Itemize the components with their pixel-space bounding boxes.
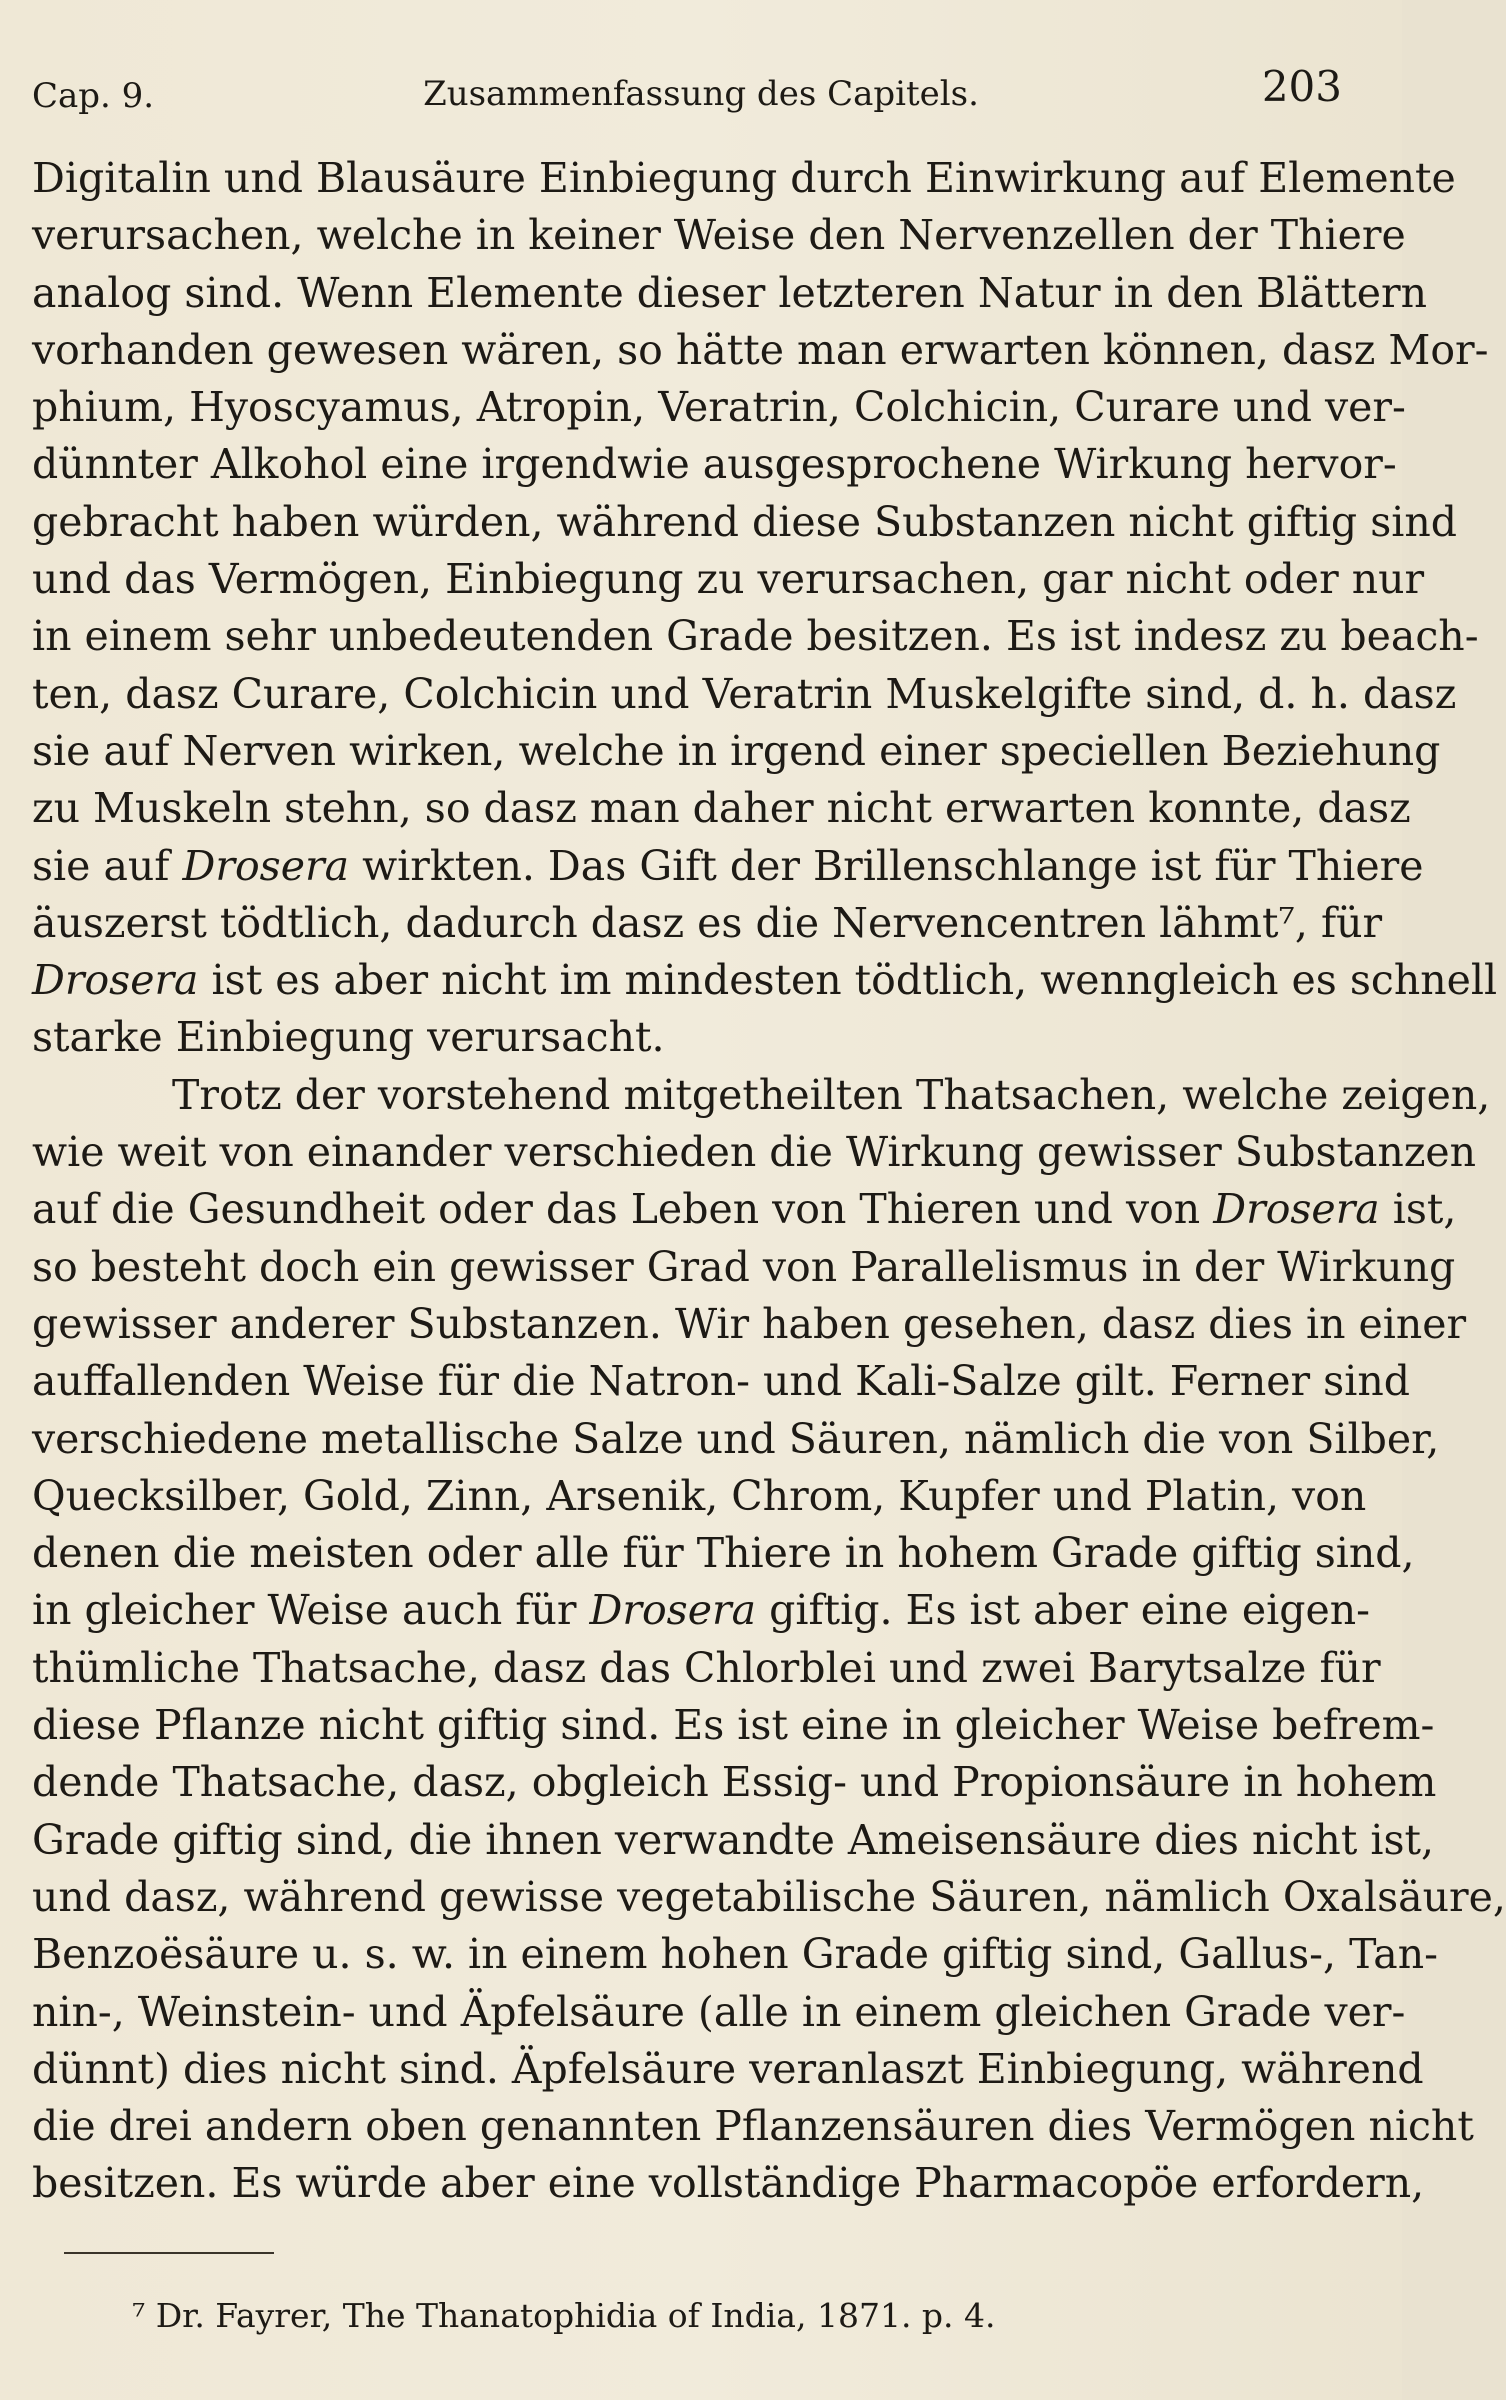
footnote: ⁷ Dr. Fayrer, The Thanatophidia of India, 1871. p. 4. xyxy=(132,2296,996,2335)
genus-name: Drosera xyxy=(1213,1185,1380,1234)
text-line: denen die meisten oder alle für Thiere in hohem Grade giftig sind, xyxy=(32,1529,1415,1578)
genus-name: Drosera xyxy=(589,1586,757,1635)
text-line: dende Thatsache, dasz, obgleich Essig- und Propionsäure in hohem xyxy=(32,1758,1437,1807)
paragraph-end-line: starke Einbiegung verursacht. xyxy=(32,1013,665,1062)
text-line: gebracht haben würden, während diese Substanzen nicht giftig sind xyxy=(32,497,1458,546)
chapter-label: Cap. 9. xyxy=(32,76,155,116)
text-line: in einem sehr unbedeutenden Grade besitzen. Es ist indesz zu beach- xyxy=(32,612,1479,661)
running-title: Zusammenfassung des Capitels. xyxy=(423,74,979,114)
text-line: auffallenden Weise für die Natron- und Kali-Salze gilt. Ferner sind xyxy=(32,1357,1410,1406)
text-line: die drei andern oben genannten Pflanzensäuren dies Vermögen nicht xyxy=(32,2102,1474,2151)
text-line: gewisser anderer Substanzen. Wir haben gesehen, dasz dies in einer xyxy=(32,1299,1467,1348)
genus-name: Drosera xyxy=(182,841,350,890)
text-line: Quecksilber, Gold, Zinn, Arsenik, Chrom, Kupfer und Platin, von xyxy=(32,1471,1367,1520)
text-line: Benzoësäure u. s. w. in einem hohen Grade giftig sind, Gallus-, Tan- xyxy=(32,1930,1438,1979)
footnote-rule xyxy=(64,2252,274,2254)
text-line: so besteht doch ein gewisser Grad von Parallelismus in der Wirkung xyxy=(32,1242,1456,1291)
text-line: besitzen. Es würde aber eine vollständige Pharmacopöe erfordern, xyxy=(32,2159,1425,2208)
text-line: wie weit von einander verschieden die Wirkung gewisser Substanzen xyxy=(32,1128,1477,1177)
text-line: verschiedene metallische Salze und Säuren, nämlich die von Silber, xyxy=(32,1414,1440,1463)
page-number: 203 xyxy=(1261,62,1342,111)
body-text xyxy=(32,150,1506,2213)
text-line: dünnter Alkohol eine irgendwie ausgesprochene Wirkung hervor- xyxy=(32,440,1397,489)
text-line: in gleicher Weise auch für Drosera giftig. Es ist aber eine eigen- xyxy=(32,1586,1370,1635)
text-line: sie auf Nerven wirken, welche in irgend einer speciellen Beziehung xyxy=(32,726,1441,775)
text-line: auf die Gesundheit oder das Leben von Thieren und von Drosera ist, xyxy=(32,1185,1457,1234)
text-line: zu Muskeln stehn, so dasz man daher nicht erwarten konnte, dasz xyxy=(32,784,1411,833)
text-line: Digitalin und Blausäure Einbiegung durch Einwirkung auf Elemente xyxy=(32,154,1456,202)
text-line: Drosera ist es aber nicht im mindesten tödtlich, wenngleich es schnell xyxy=(32,956,1498,1005)
text-line: sie auf Drosera wirkten. Das Gift der Brillenschlange ist für Thiere xyxy=(32,841,1424,890)
text-line: phium, Hyoscyamus, Atropin, Veratrin, Colchicin, Curare und ver- xyxy=(32,383,1406,432)
text-line: Grade giftig sind, die ihnen verwandte Ameisensäure dies nicht ist, xyxy=(32,1815,1434,1864)
paragraph-start-line: Trotz der vorstehend mitgetheilten Thatsachen, welche zeigen, xyxy=(172,1070,1491,1119)
page-header xyxy=(0,62,1402,122)
text-line: nin-, Weinstein- und Äpfelsäure (alle in einem gleichen Grade ver- xyxy=(32,1987,1406,2036)
text-line: äuszerst tödtlich, dadurch dasz es die Nervencentren lähmt⁷, für xyxy=(32,898,1383,947)
text-line: verursachen, welche in keiner Weise den Nervenzellen der Thiere xyxy=(32,211,1406,260)
text-line: analog sind. Wenn Elemente dieser letzteren Natur in den Blättern xyxy=(32,268,1428,317)
text-line: ten, dasz Curare, Colchicin und Veratrin Muskelgifte sind, d. h. dasz xyxy=(32,669,1457,718)
text-line: dünnt) dies nicht sind. Äpfelsäure veranlaszt Einbiegung, während xyxy=(32,2044,1424,2093)
text-line: und dasz, während gewisse vegetabilische Säuren, nämlich Oxalsäure, xyxy=(32,1872,1506,1921)
text-line: vorhanden gewesen wären, so hätte man erwarten können, dasz Mor- xyxy=(32,325,1489,374)
text-line: und das Vermögen, Einbiegung zu verursachen, gar nicht oder nur xyxy=(32,555,1425,604)
text-line: thümliche Thatsache, dasz das Chlorblei und zwei Barytsalze für xyxy=(32,1643,1381,1692)
genus-name: Drosera xyxy=(32,956,199,1005)
text-line: diese Pflanze nicht giftig sind. Es ist eine in gleicher Weise befrem- xyxy=(32,1701,1435,1750)
